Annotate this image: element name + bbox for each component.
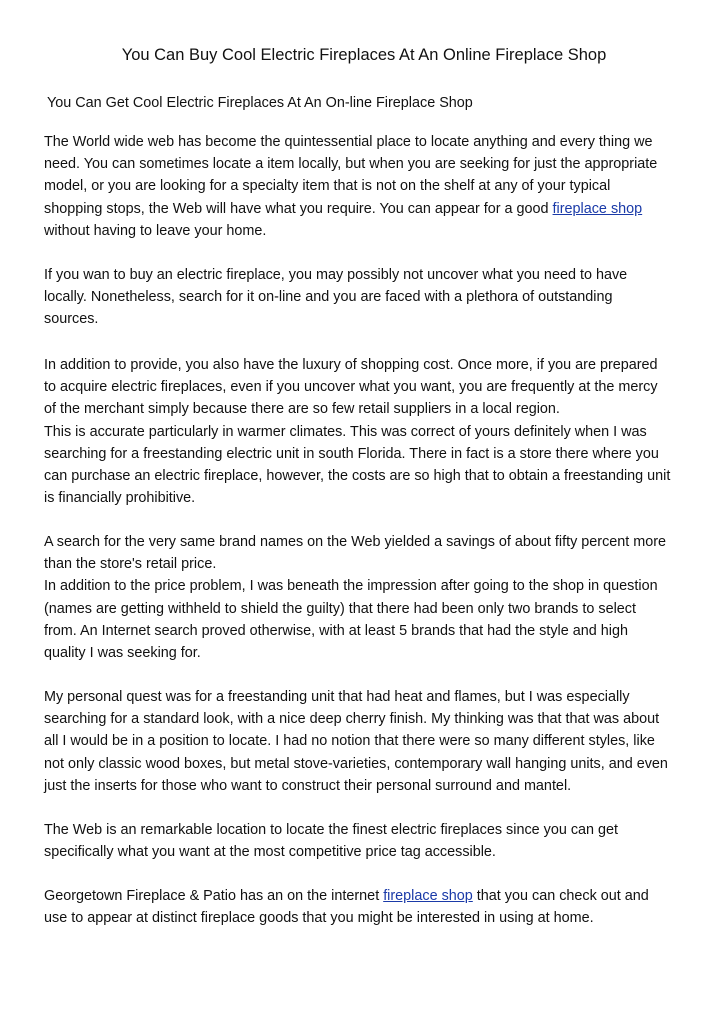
text-line xyxy=(44,153,704,175)
text-line xyxy=(44,642,704,664)
text-line xyxy=(44,421,704,443)
text-segment: is financially prohibitive. xyxy=(44,490,196,507)
text-line xyxy=(44,686,704,708)
text-line xyxy=(44,553,704,575)
text-segment: not only classic wood boxes, but metal stove-varieties, contemporary wall hanging units, and even xyxy=(44,755,668,772)
text-segment: searching for a standard look, with a nice deep cherry finish. My thinking was that that was about xyxy=(44,711,660,728)
text-segment: The Web is an remarkable location to locate the finest electric fireplaces since you can get xyxy=(44,822,619,838)
text-line xyxy=(44,465,704,487)
text-segment: A search for the very same brand names on the Web yielded a savings of about fifty percent more xyxy=(44,534,667,550)
text-segment: quality I was seeking for. xyxy=(44,644,201,661)
text-segment: use to appear at distinct fireplace goods that you might be interested in using at home. xyxy=(44,910,594,927)
text-line xyxy=(44,775,704,797)
page-subtitle: You Can Get Cool Electric Fireplaces At An On-line Fireplace Shop xyxy=(47,95,473,111)
text-segment: shopping stops, the Web will have what you require. You can appear for a good xyxy=(44,200,553,217)
text-segment: model, or you are looking for a specialty item that is not on the shelf at any of your typical xyxy=(44,178,611,195)
text-segment: to acquire electric fireplaces, even if you uncover what you want, you are frequently at the mercy xyxy=(44,379,658,396)
text-segment: just the inserts for those who want to construct their personal surround and mantel. xyxy=(44,777,572,794)
text-line xyxy=(44,443,704,465)
text-segment: without having to leave your home. xyxy=(44,222,267,239)
text-line xyxy=(44,620,704,642)
text-line xyxy=(44,264,704,286)
text-line xyxy=(44,286,704,308)
text-line xyxy=(44,753,704,775)
text-segment: The World wide web has become the quintessential place to locate anything and every thing we xyxy=(44,134,653,150)
text-segment: This is accurate particularly in warmer climates. This was correct of yours definitely when I was xyxy=(44,423,647,440)
text-line xyxy=(44,175,704,197)
text-line xyxy=(44,885,704,907)
text-segment: that you can check out and xyxy=(472,888,649,904)
text-line xyxy=(44,487,704,509)
text-segment: In addition to the price problem, I was beneath the impression after going to the shop in question xyxy=(44,578,658,595)
text-segment: (names are getting withheld to shield the guilty) that there had been only two brands to select xyxy=(44,600,636,617)
page-title: You Can Buy Cool Electric Fireplaces At An Online Fireplace Shop xyxy=(121,46,607,64)
text-segment: My personal quest was for a freestanding unit that had heat and flames, but I was especially xyxy=(44,689,630,705)
text-segment: specifically what you want at the most competitive price tag accessible. xyxy=(44,844,496,861)
paragraph xyxy=(44,686,704,797)
paragraph xyxy=(44,885,704,929)
text-line xyxy=(44,819,704,841)
fireplace-shop-link[interactable]: fireplace shop xyxy=(383,888,473,904)
text-segment: need. You can sometimes locate a item locally, but when you are seeking for just the appropriate xyxy=(44,156,658,173)
text-line xyxy=(44,308,704,330)
paragraph xyxy=(44,264,704,331)
text-line xyxy=(44,708,704,730)
text-segment: locally. Nonetheless, search for it on-line and you are faced with a plethora of outstanding xyxy=(44,289,613,306)
text-line xyxy=(44,907,704,929)
text-segment: sources. xyxy=(44,311,99,328)
text-segment: from. An Internet search proved otherwise, with at least 5 brands that had the style and high xyxy=(44,622,628,639)
text-line xyxy=(44,841,704,863)
paragraph xyxy=(44,354,704,509)
text-line xyxy=(44,730,704,752)
paragraph xyxy=(44,819,704,863)
text-line xyxy=(44,198,704,220)
fireplace-shop-link[interactable]: fireplace shop xyxy=(552,200,643,217)
text-segment: than the store's retail price. xyxy=(44,556,217,573)
text-segment: If you wan to buy an electric fireplace, you may possibly not uncover what you need to have xyxy=(44,267,628,283)
text-line xyxy=(44,131,704,153)
text-line xyxy=(44,575,704,597)
text-line xyxy=(44,398,704,420)
text-segment: can purchase an electric fireplace, however, the costs are so high that to obtain a freestanding unit xyxy=(44,467,671,484)
paragraph xyxy=(44,531,704,664)
text-segment: of the merchant simply because there are so few retail suppliers in a local region. xyxy=(44,401,560,418)
text-line xyxy=(44,376,704,398)
text-line xyxy=(44,220,704,242)
text-line xyxy=(44,531,704,553)
text-segment: Georgetown Fireplace & Patio has an on the internet xyxy=(44,888,384,904)
text-segment: In addition to provide, you also have the luxury of shopping cost. Once more, if you are prepared xyxy=(44,357,658,373)
paragraph xyxy=(44,131,704,242)
text-segment: all I would be in a position to locate. I had no notion that there were so many different styles, like xyxy=(44,733,655,750)
text-line xyxy=(44,598,704,620)
text-segment: searching for a freestanding electric unit in south Florida. There in fact is a store there where you xyxy=(44,445,659,462)
text-line xyxy=(44,354,704,376)
